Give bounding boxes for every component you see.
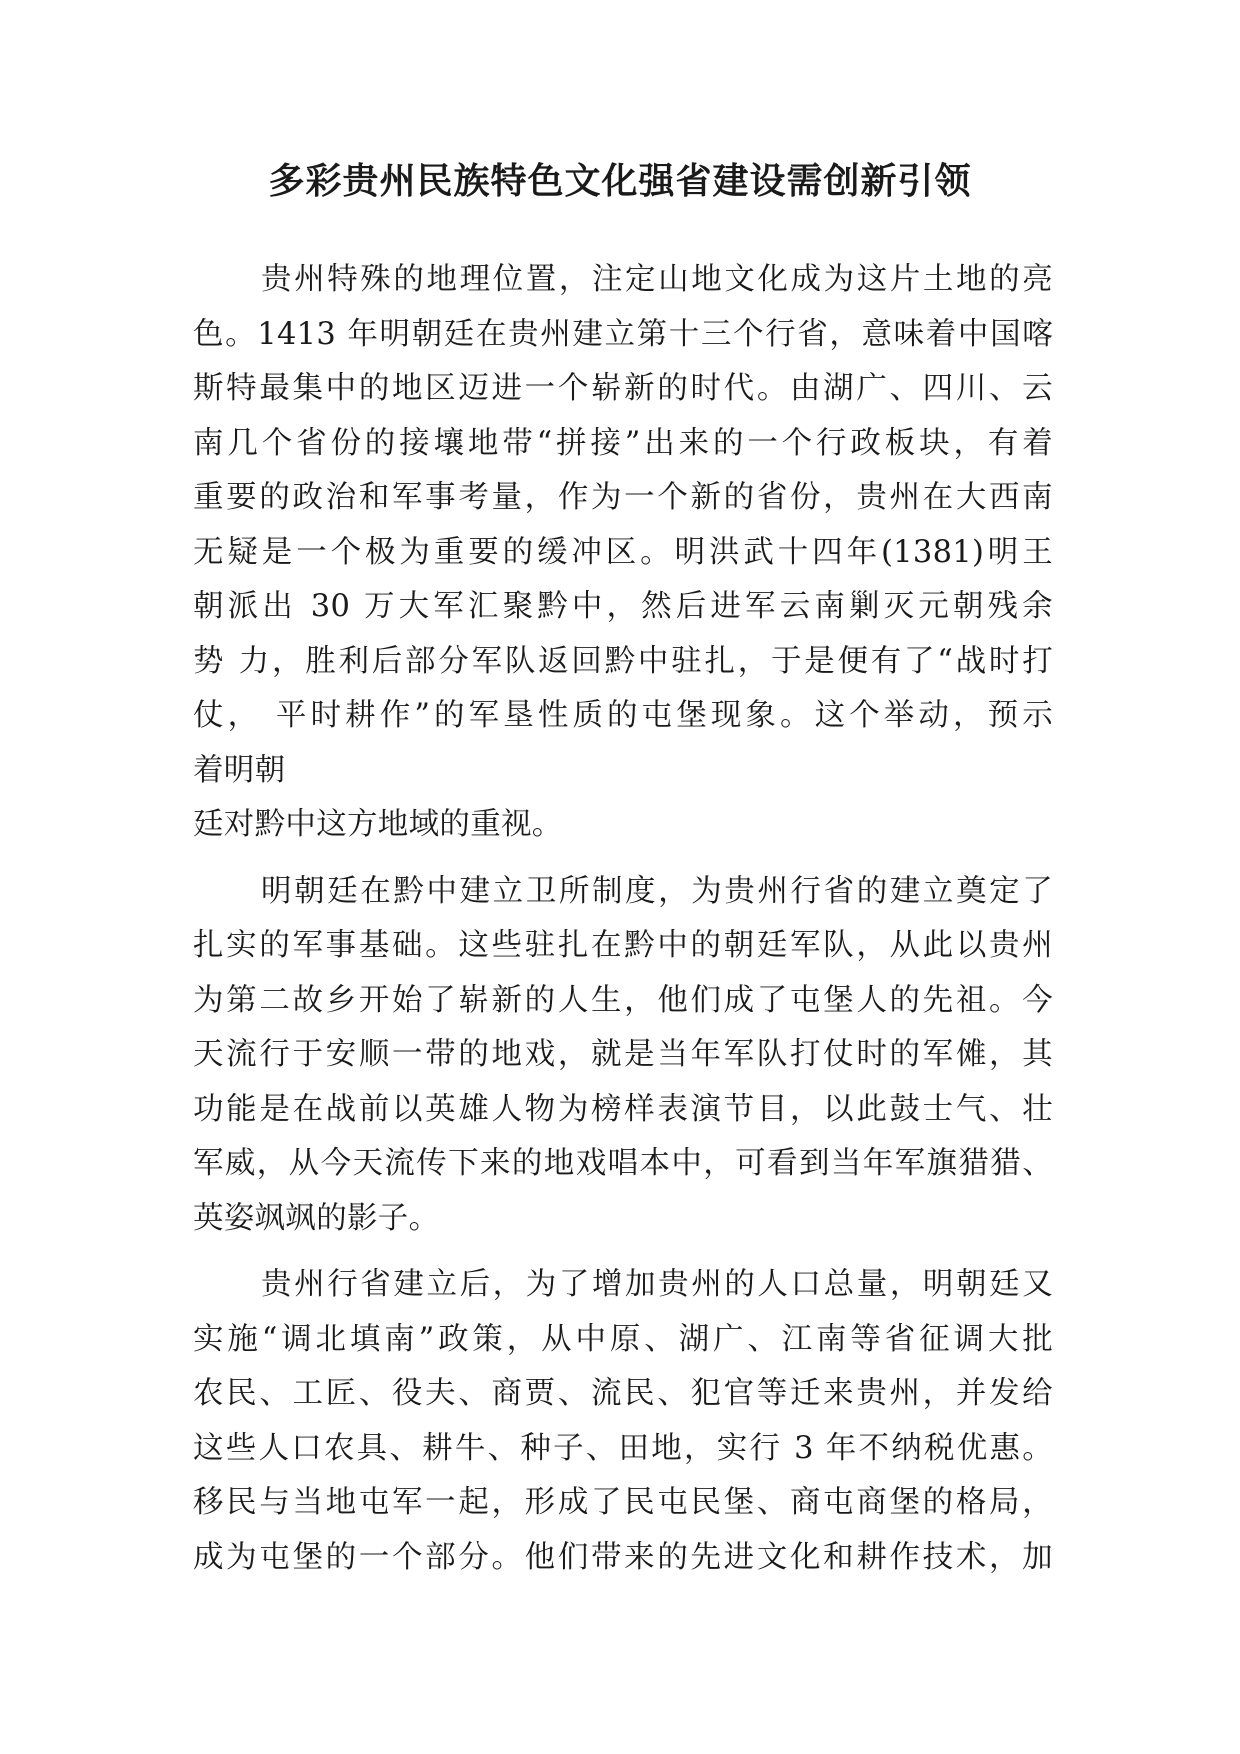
text-line: 斯特最集中的地区迈进一个崭新的时代。由湖广、四川、云	[193, 371, 1053, 406]
text-line: 军威，从今天流传下来的地戏唱本中，可看到当年军旗猎猎、	[193, 1146, 1053, 1181]
text-line: 为第二故乡开始了崭新的人生，他们成了屯堡人的先祖。今	[193, 982, 1053, 1018]
text-line: 英姿飒飒的影子。	[193, 1200, 440, 1236]
text-line: 农民、工匠、役夫、商贾、流民、犯官等迁来贵州，并发给	[193, 1376, 1053, 1411]
text-line: 贵州特殊的地理位置，注定山地文化成为这片土地的亮	[261, 262, 1053, 297]
text-line: 仗， 平时耕作”的军垦性质的屯堡现象。这个举动，预示	[193, 698, 1053, 733]
text-line: 朝派出 30 万大军汇聚黔中，然后进军云南剿灭元朝残余	[193, 589, 1053, 624]
text-line: 成为屯堡的一个部分。他们带来的先进文化和耕作技术，加	[193, 1539, 1053, 1575]
text-line: 着明朝	[193, 752, 286, 788]
text-line: 功能是在战前以英雄人物为榜样表演节目，以此鼓士气、壮	[193, 1091, 1053, 1127]
paragraph-1	[193, 253, 1053, 853]
text-line: 重要的政治和军事考量，作为一个新的省份，贵州在大西南	[193, 480, 1053, 515]
text-line: 势 力，胜利后部分军队返回黔中驻扎，于是便有了“战时打	[193, 643, 1053, 679]
text-line: 这些人口农具、耕牛、种子、田地，实行 3 年不纳税优惠。	[193, 1430, 1053, 1466]
text-line: 明朝廷在黔中建立卫所制度，为贵州行省的建立奠定了	[261, 873, 1053, 909]
text-line: 无疑是一个极为重要的缓冲区。明洪武十四年(1381)明王	[193, 534, 1053, 570]
text-line: 扎实的军事基础。这些驻扎在黔中的朝廷军队，从此以贵州	[193, 928, 1053, 963]
paragraph-3	[193, 1258, 1053, 1585]
text-line: 天流行于安顺一带的地戏，就是当年军队打仗时的军傩，其	[193, 1037, 1053, 1072]
text-line: 色。1413 年明朝廷在贵州建立第十三个行省，意味着中国喀	[193, 316, 1053, 352]
text-line: 廷对黔中这方地域的重视。	[193, 807, 563, 842]
text-line: 移民与当地屯军一起，形成了民屯民堡、商屯商堡的格局，	[193, 1485, 1053, 1520]
document-body	[193, 253, 1053, 1597]
text-line: 贵州行省建立后，为了增加贵州的人口总量，明朝廷又	[261, 1267, 1053, 1302]
text-line: 实施“调北填南”政策，从中原、湖广、江南等省征调大批	[193, 1321, 1053, 1357]
text-line: 南几个省份的接壤地带“拼接”出来的一个行政板块，有着	[193, 425, 1053, 461]
document-title: 多彩贵州民族特色文化强省建设需创新引领	[268, 161, 972, 202]
paragraph-2	[193, 865, 1053, 1247]
